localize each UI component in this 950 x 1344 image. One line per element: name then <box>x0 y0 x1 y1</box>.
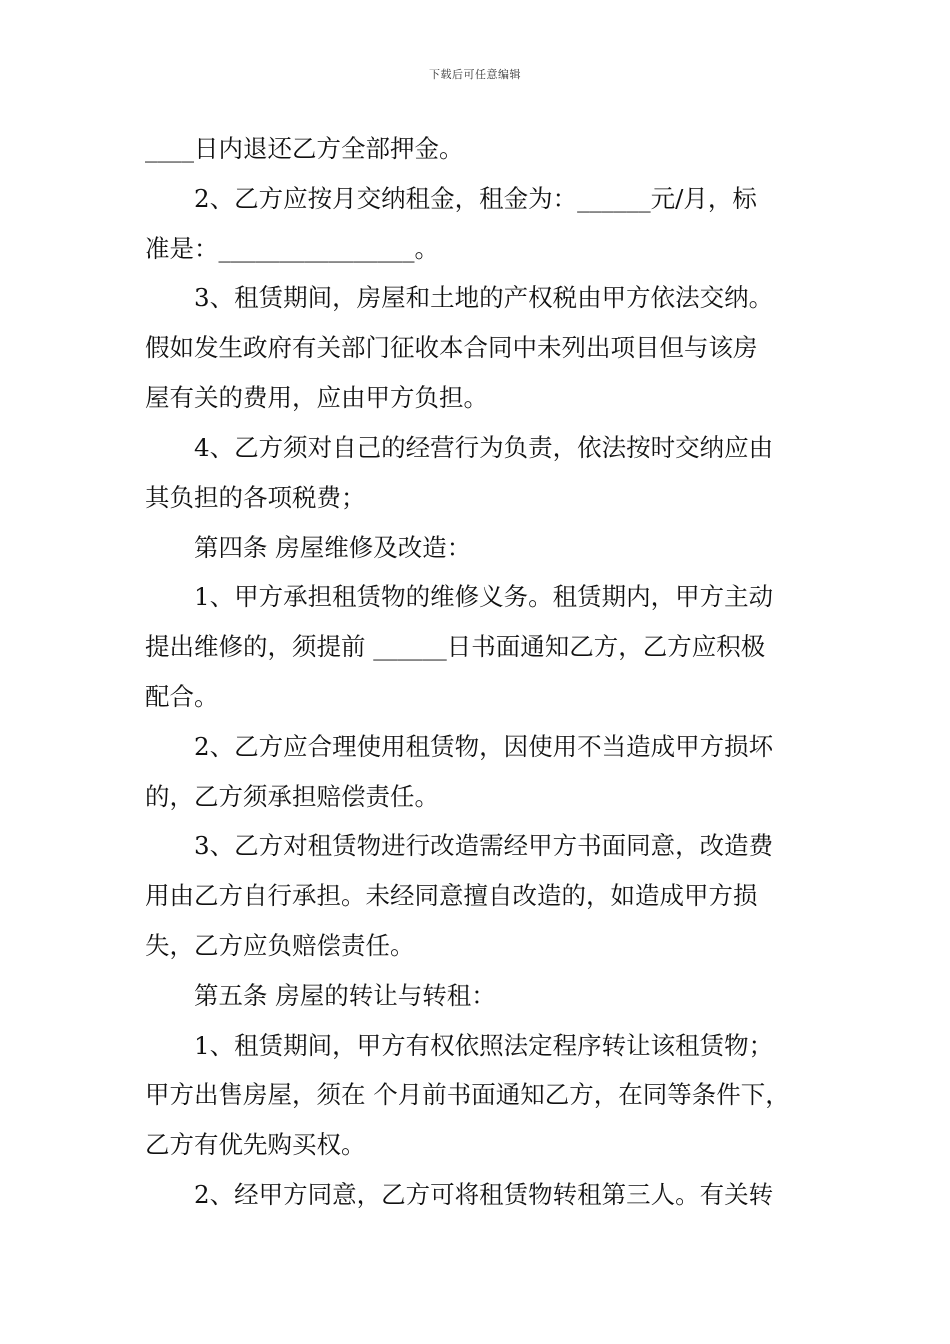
text-line: 准是：________________。 <box>145 234 439 263</box>
text-line: 2、乙方应按月交纳租金，租金为：______元/月，标 <box>194 184 757 213</box>
text-line: 1、租赁期间，甲方有权依照法定程序转让该租赁物； <box>194 1031 774 1060</box>
text-line: 提出维修的，须提前 ______日书面通知乙方，乙方应积极 <box>145 632 766 661</box>
text-line: 4、乙方须对自己的经营行为负责，依法按时交纳应由 <box>194 433 774 462</box>
text-line: 2、乙方应合理使用租赁物，因使用不当造成甲方损坏 <box>194 732 774 761</box>
text-line: 甲方出售房屋，须在 个月前书面通知乙方，在同等条件下， <box>145 1080 790 1109</box>
text-line: 失，乙方应负赔偿责任。 <box>145 931 415 960</box>
text-line: 其负担的各项税费； <box>145 483 366 512</box>
text-line: 1、甲方承担租赁物的维修义务。租赁期内，甲方主动 <box>194 582 774 611</box>
text-line: 的，乙方须承担赔偿责任。 <box>145 782 439 811</box>
text-line: 2、经甲方同意，乙方可将租赁物转租第三人。有关转 <box>194 1180 774 1209</box>
section-heading: 第四条 房屋维修及改造： <box>194 533 472 562</box>
section-heading: 第五条 房屋的转让与转租： <box>194 981 496 1010</box>
text-line: 屋有关的费用，应由甲方负担。 <box>145 383 488 412</box>
text-line: 乙方有优先购买权。 <box>145 1130 366 1159</box>
text-line: 假如发生政府有关部门征收本合同中未列出项目但与该房 <box>145 333 758 362</box>
text-line: 3、租赁期间，房屋和土地的产权税由甲方依法交纳。 <box>194 283 774 312</box>
text-line: 用由乙方自行承担。未经同意擅自改造的，如造成甲方损 <box>145 881 758 910</box>
page-header: 下载后可任意编辑 <box>429 68 521 81</box>
text-line: 3、乙方对租赁物进行改造需经甲方书面同意，改造费 <box>194 831 774 860</box>
text-line: 配合。 <box>145 682 219 711</box>
text-line: ____日内退还乙方全部押金。 <box>145 134 464 163</box>
